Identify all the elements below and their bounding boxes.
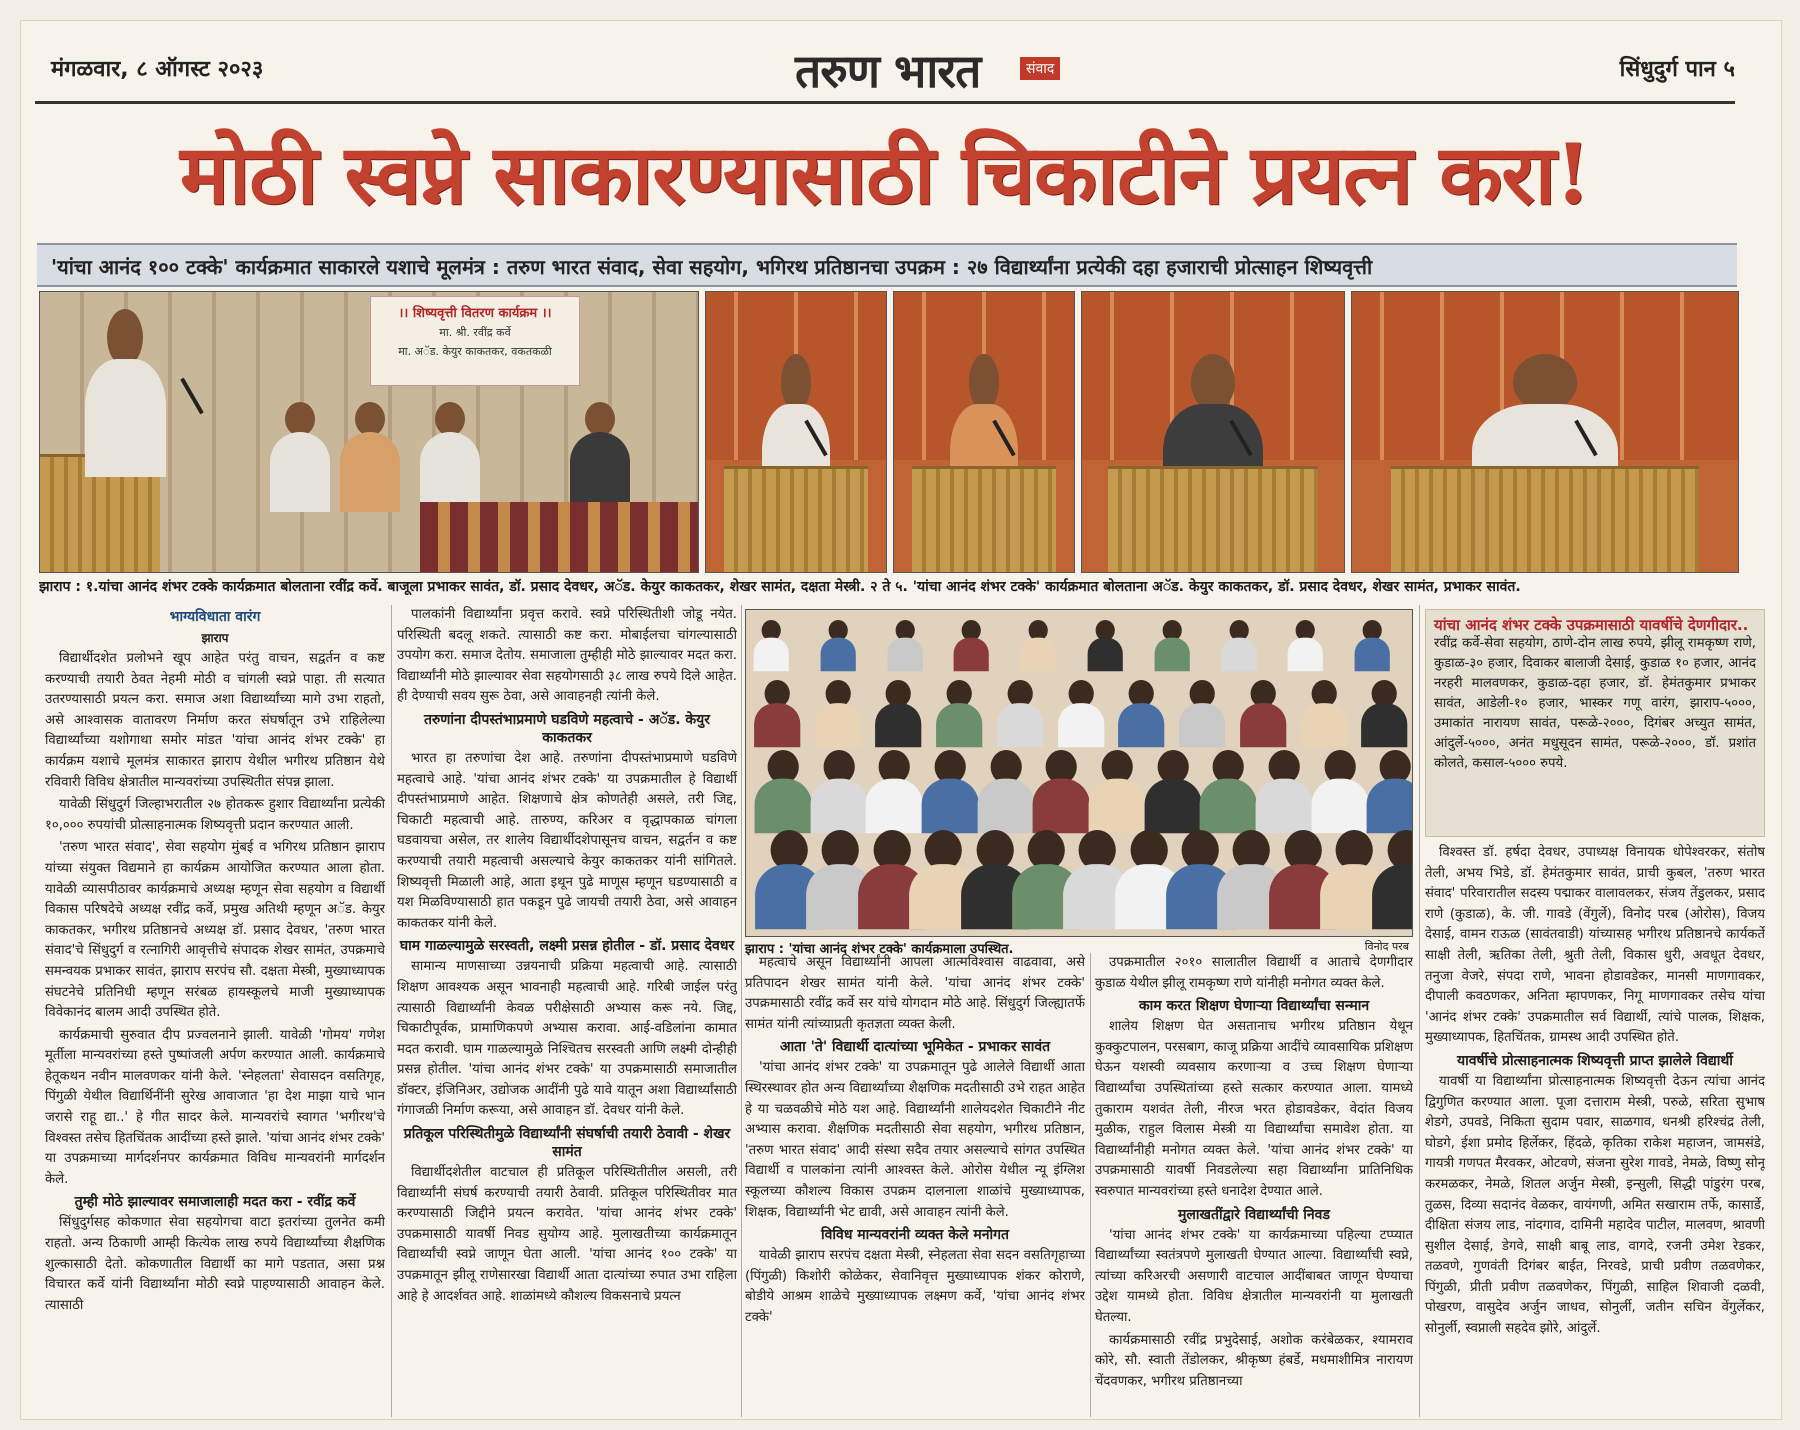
subheading: आता 'ते' विद्यार्थी दात्यांच्या भूमिकेत - प्रभाकर सावंत — [779, 1039, 1051, 1056]
audience-member — [1116, 680, 1166, 745]
photo-strip — [39, 291, 1739, 573]
banner-title: ।। शिष्यवृत्ती वितरण कार्यक्रम ।। — [398, 306, 552, 321]
subheading: तरुणांना दीपस्तंभाप्रमाणे घडविणे महत्वाचे - अॅड. केयुर काकतकर — [423, 711, 711, 746]
audience-member — [1220, 620, 1258, 670]
audience-member — [1369, 830, 1413, 926]
photo-speaker-3 — [893, 291, 1075, 573]
event-banner — [370, 296, 580, 386]
article-column-4 — [1095, 953, 1413, 1417]
audience-member — [1309, 750, 1371, 831]
audience-member — [863, 750, 925, 831]
column-rule — [1419, 605, 1420, 1417]
donors-box — [1425, 609, 1765, 837]
issue-date: मंगळवार, ८ ऑगस्ट २०२३ — [51, 57, 264, 82]
subheading: तुम्ही मोठे झाल्यावर समाजालाही मदत करा - रवींद्र कर्वे — [74, 1194, 356, 1211]
audience-member — [1142, 750, 1204, 831]
audience-member — [886, 620, 924, 670]
paragraph: कार्यक्रमाची सुरुवात दीप प्रज्वलनाने झाली. यावेळी 'गोमय' गणेश मूर्तीला मान्यवरांच्या हस्ते पुष्पांजली अर्पण करण्यात आली. कार्यक्रमाचे हेतूकथन नवीन मालवणकर यांनी केले. 'स्नेहलता' सेवासदन वसतिगृह, पिंगुळी येथील विद्यार्थिनींनी सुरेख आवाजात 'हा देश माझा याचे भान जरासे राहू द्या..' हे गीत सादर केले. मान्यवरांचे स्वागत 'भगीरथ'चे विश्वस्त तसेच हितचिंतक आदींच्या हस्ते झाले. 'यांचा आनंद शंभर टक्के' या उपक्रमाच्या मार्गदर्शनपर कार्यक्रमात विविध मान्यवरांनी मार्गदर्शन केले. — [45, 1027, 385, 1187]
audience-caption-text: झाराप : 'यांचा आनंद शंभर टक्के' कार्यक्रमाला उपस्थित. — [745, 942, 1014, 957]
audience-member — [1177, 680, 1227, 745]
audience-member — [919, 750, 981, 831]
article-column-3 — [745, 953, 1085, 1417]
audience-member — [1353, 620, 1391, 670]
photo-stage-wide — [39, 291, 699, 573]
audience-member — [1359, 680, 1409, 745]
paragraph: विश्वस्त डॉ. हर्षदा देवधर, उपाध्यक्ष विनायक धोपेश्वरकर, संतोष तेली, अभय भिडे, डॉ. हेमंतकुमार सावंत, प्राची कुबल, 'तरुण भारत संवाद' परिवारातील सदस्य पद्माकर वालावलकर, संजय तेंडुलकर, प्रसाद राणे (कुडाळ), के. जी. गावडे (वेंगुर्ले), विनोद परब (ओरोस), विजय देसाई, वामन राऊळ (सावंतवाडी) यांच्यासह भगीरथ प्रतिष्ठानचे कार्यकर्ते साक्षी तेली, ऋतिका तेली, श्रुती तेली, विकास धुरी, अवधूत देवधर, तनुजा वेजरे, संपदा राणे, भावना होडावडेकर, मानसी माणगावकर, दीपाली कवठणकर, अनिता म्हापणकर, निगू माणगावकर तसेच यांचा 'आनंद शंभर टक्के' उपक्रमातील सर्व विद्यार्थी, त्यांचे पालक, शिक्षक, मुख्याध्यापक, हितचिंतक, ग्रामस्थ आदी उपस्थित होते. — [1425, 845, 1765, 1046]
paragraph: पालकांनी विद्यार्थ्यांना प्रवृत्त करावे. स्वप्ने परिस्थितीशी जोडू नयेत. परिस्थिती बदलू शकते. त्यासाठी कष्ट करा. मोबाईलचा चांगल्यासाठी उपयोग करा. समाज देतोय. समाजाला तुम्हीही मोठे झाल्यावर मदत करा. विद्यार्थ्यांनी मोठे झाल्यावर सेवा सहयोगसाठी ३८ लाख रुपये दिले आहेत. ही देण्याची सवय सुरू ठेवा, असे आवाहनही त्यांनी केले. — [397, 607, 737, 705]
photo-speaker-4 — [1081, 291, 1345, 573]
newspaper-logo: तरुण भारत — [795, 44, 981, 98]
column-rule — [741, 605, 742, 1417]
audience-member — [1056, 680, 1106, 745]
subheading: काम करत शिक्षण घेणाऱ्या विद्यार्थ्यांचा सन्मान — [1138, 998, 1370, 1015]
photo-audience — [745, 609, 1413, 937]
audience-member — [995, 680, 1045, 745]
subheading: मुलाखतींद्वारे विद्यार्थ्यांची निवड — [1178, 1206, 1330, 1223]
main-headline: मोठी स्वप्ने साकारण्यासाठी चिकाटीने प्रयत्न करा! — [179, 127, 1590, 223]
paragraph: उपक्रमातील २०१० सालातील विद्यार्थी व आताचे देणगीदार कुडाळ येथील झीलू रामकृष्ण राणे यांनीही मनोगत व्यक्त केले. — [1095, 955, 1413, 991]
edition-page: सिंधुदुर्ग पान ५ — [1619, 57, 1735, 82]
newspaper-page — [20, 20, 1782, 1420]
audience-member — [1299, 680, 1349, 745]
byline: भाग्यविधाता वारंग — [169, 609, 261, 625]
subheading: घाम गाळल्यामुळे सरस्वती, लक्ष्मी प्रसन्न होतील - डॉ. प्रसाद देवधर — [399, 938, 735, 955]
paragraph: 'तरुण भारत संवाद', सेवा सहयोग मुंबई व भगिरथ प्रतिष्ठान झाराप यांच्या संयुक्त विद्यमाने हा कार्यक्रम आयोजित करण्यात आला होता. यावेळी व्यासपीठावर कार्यक्रमाचे अध्यक्ष म्हणून सेवा सहयोग व विद्यार्थी विकास परिषदेचे अध्यक्ष रवींद्र कर्वे, प्रमुख अतिथी म्हणून अॅड. केयुर काकतकर, भगीरथ प्रतिष्ठानचे अध्यक्ष डॉ. प्रसाद देवधर, 'तरुण भारत संवाद'चे सिंधुदुर्ग व रत्नागिरी आवृत्तीचे संपादक शेखर सामंत, उपक्रमाचे समन्वयक प्रभाकर सावंत, झाराप सरपंच सौ. दक्षता मेस्त्री, मुख्याध्यापक संघटनेचे प्रतिनिधी म्हणून सरंबळ हायस्कूलचे माजी मुख्याध्यापक विवेकानंद बालम आदी उपस्थित होते. — [45, 840, 385, 1021]
dateline: झाराप — [201, 631, 229, 645]
donors-box-title: यांचा आनंद शंभर टक्के उपक्रमासाठी यावर्षीचे देणगीदार.. — [1434, 616, 1749, 634]
banner-line-2: मा. अॅड. केयुर काकतकर, वकतकळी — [398, 345, 552, 358]
photo-speaker-5 — [1351, 291, 1739, 573]
paragraph: भारत हा तरुणांचा देश आहे. तरुणांना दीपस्तंभाप्रमाणे घडविणे महत्वाचे आहे. 'यांचा आनंद शंभर टक्के' या उपक्रमातील हे विद्यार्थी दीपस्तंभाप्रमाणे आहेत. शिक्षणाचे क्षेत्र कोणतेही असले, तरी जिद्द, चिकाटी महत्वाची आहे. तारुण्य, करिअर व वृद्धापकाळ चांगला घडवायचा असेल, तर शालेय विद्यार्थीदशेपासूनच वाचन, सद्वर्तन व कष्ट करण्याची तयारी महत्वाची असल्याचे केयुर काकतकर यांनी सांगितले. शिष्यवृत्ती मिळाली आहे, आता इथून पुढे माणूस म्हणून घडण्यासाठी व यश मिळविण्यासाठी हात पकडून पुढे जायची तयारी ठेवा, असे आवाहन काकतकर यांनी केले. — [397, 750, 737, 931]
photo-speaker-2 — [705, 291, 887, 573]
audience-member — [1364, 750, 1413, 831]
audience-member — [752, 750, 814, 831]
column-rule — [391, 605, 392, 1417]
audience-member — [873, 680, 923, 745]
banner-line-1: मा. श्री. रवींद्र कर्वे — [439, 326, 511, 339]
audience-member — [1030, 750, 1092, 831]
paragraph: विद्यार्थीदशेत प्रलोभने खूप आहेत परंतु वाचन, सद्वर्तन व कष्ट करण्याची तयारी ठेवत नेहमी मोठी व चांगली स्वप्ने पाहा. ती सत्यात उतरण्यासाठी प्रयत्न करा. समाज अशा विद्यार्थ्यांच्या मागे उभा राहतो, असे आश्वासक वातावरण निर्माण करत संघर्षातून उभे राहिलेल्या विद्यार्थ्यांच्या यशोगाथा समोर मांडत 'यांचा आनंद शंभर टक्के' हा कार्यक्रम यशाचे मूलमंत्र साकारत झाराप येथील भगीरथ प्रतिष्ठान येथे रविवारी विविध क्षेत्रातील मान्यवरांच्या उपस्थितीत संपन्न झाला. — [45, 651, 385, 790]
paragraph: सामान्य माणसाच्या उन्नयनाची प्रक्रिया महत्वाची आहे. त्यासाठी शिक्षण आवश्यक असून भावनाही महत्वाची आहे. गरिबी जाईल परंतु त्यासाठी विद्यार्थ्यांनी केवळ परीक्षेसाठी अभ्यास करू नये. जिद्द, चिकाटीपूर्वक, प्रामाणिकपणे अभ्यास करावा. आई-वडिलांना कामात मदत करावी. घाम गाळल्यामुळे निश्चितच सरस्वती आणि लक्ष्मी दोन्हीही प्रसन्न होतील. 'यांचा आनंद शंभर टक्के' या उपक्रमासाठी समाजातील डॉक्टर, इंजिनिअर, उद्योजक आदींनी पुढे यावे यातून अशा विद्यार्थ्यांसाठी गंगाजळी निर्माण करूया, असे आवाहन डॉ. देवधर यांनी केले. — [397, 959, 737, 1119]
audience-member — [1153, 620, 1191, 670]
subheading: विविध मान्यवरांनी व्यक्त केले मनोगत — [821, 1227, 1009, 1244]
article-column-1 — [45, 605, 385, 1417]
article-column-2 — [397, 605, 737, 1417]
audience-member — [1286, 620, 1324, 670]
audience-member — [1019, 620, 1057, 670]
masthead — [35, 39, 1735, 101]
paragraph: महत्वाचे असून विद्यार्थ्यांनी आपला आत्मविश्वास वाढवावा, असे प्रतिपादन शेखर सामंत यांनी केले. 'यांचा आनंद शंभर टक्के' उपक्रमासाठी रवींद्र कर्वे सर यांचे योगदान मोठे आहे. सिंधुदुर्ग जिल्ह्यातर्फे सामंत यांनी त्यांच्याप्रती कृतज्ञता व्यक्त केली. — [745, 955, 1085, 1032]
audience-member — [808, 750, 870, 831]
column-rule — [1090, 953, 1091, 1417]
paragraph: 'यांचा आनंद शंभर टक्के' या कार्यक्रमाच्या पहिल्या टप्प्यात विद्यार्थ्यांच्या स्वतंत्रपणे मुलाखती घेण्यात आल्या. विद्यार्थ्यांची स्वप्ने, त्यांच्या करिअरची असणारी वाटचाल आदींबाबत जाणून घेण्याचा उद्देश यामध्ये होता. विविध क्षेत्रातील मान्यवरांनी या मुलाखती घेतल्या. — [1095, 1227, 1413, 1325]
paragraph: यावेळी सिंधुदुर्ग जिल्हाभरातील २७ होतकरू हुशार विद्यार्थ्यांना प्रत्येकी १०,००० रुपयांची प्रोत्साहनात्मक शिष्यवृत्ती प्रदान करण्यात आली. — [45, 797, 385, 833]
paragraph: 'यांचा आनंद शंभर टक्के' या उपक्रमातून पुढे आलेले विद्यार्थी आता स्थिरस्थावर होत अन्य विद्यार्थ्यांच्या शैक्षणिक मदतीसाठी उभे राहत आहेत हे या चळवळीचे मोठे यश आहे. विद्यार्थ्यांनी शालेयदशेत चिकाटीने नीट अभ्यास करावा. शैक्षणिक मदतीसाठी सेवा सहयोग, भगीरथ प्रतिष्ठान, 'तरुण भारत संवाद' आदी संस्था सदैव तयार असल्याचे सांगत उपस्थित विद्यार्थी व पालकांना त्यांनी आश्वस्त केले. ओरोस येथील न्यू इंग्लिश स्कूलच्या कौशल्य विकास उपक्रम दालनाला शाळांचे मुख्याध्यापक, शिक्षक, विद्यार्थ्यांनी भेट द्यावी, असे आवाहन त्यांनी केले. — [745, 1060, 1085, 1220]
photo-strip-caption: झाराप : १.यांचा आनंद शंभर टक्के कार्यक्रमात बोलताना रवींद्र कर्वे. बाजूला प्रभाकर सावंत, डॉ. प्रसाद देवधर, अॅड. केयुर काकतकर, शेखर सामंत, दक्षता मेस्त्री. २ ते ५. 'यांचा आनंद शंभर टक्के' कार्यक्रमात बोलताना अॅड. केयुर काकतकर, डॉ. प्रसाद देवधर, शेखर सामंत, प्रभाकर सावंत. — [39, 579, 1521, 595]
paragraph: कार्यक्रमासाठी रवींद्र प्रभुदेसाई, अशोक करंबेळकर, श्यामराव कोरे, सौ. स्वाती तेंडोलकर, श्रीकृष्ण हंबर्डे, मधमाशीमित्र नारायण चेंदवणकर, भगीरथ प्रतिष्ठानच्या — [1095, 1332, 1413, 1389]
audience-member — [1086, 750, 1148, 831]
logo-badge: संवाद — [1020, 57, 1060, 80]
audience-member — [752, 620, 790, 670]
audience-member — [752, 680, 802, 745]
audience-member — [975, 750, 1037, 831]
audience-member — [952, 620, 990, 670]
sub-headline: 'यांचा आनंद १०० टक्के' कार्यक्रमात साकारले यशाचे मूलमंत्र : तरुण भारत संवाद, सेवा सहयोग, भगिरथ प्रतिष्ठानचा उपक्रम : २७ विद्यार्थ्यांना प्रत्येकी दहा हजाराची प्रोत्साहन शिष्यवृत्ती — [37, 243, 1737, 287]
audience-member — [934, 680, 984, 745]
audience-member — [1086, 620, 1124, 670]
paragraph: यावर्षी या विद्यार्थ्यांना प्रोत्साहनात्मक शिष्यवृत्ती देऊन त्यांचा आनंद द्विगुणित करण्यात आला. पूजा दत्ताराम मेस्त्री, परुळे, सरिता सुभाष शेडगे, उपवडे, निकिता सुदाम पवार, साळगाव, धनश्री हरिश्चंद्र तेली, घोडगे, ईशा प्रमोद हिर्लेकर, हिंदळे, कृतिका राकेश महाजन, जामसंडे, गायत्री गणपत मैरवकर, ओटवणे, संजना सुरेश गावडे, नेमळे, विष्णु सोनू करमळकर, नेमळे, शितल अर्जुन मेस्त्री, इन्सुली, सिद्धी पांडुरंग परब, तुळस, दिव्या सदानंद वेळकर, वायंगणी, अमित सखाराम तर्फे, कासार्डे, दीक्षिता संजय लाड, नांदगाव, दामिनी महादेव पाटील, मालवण, श्रावणी सुशील देसाई, डेगवे, साक्षी बाबू लाड, वागदे, रजनी उमेश रेडकर, तळवणे, गुणवंती दिगंबर बाईत, निरवडे, प्राची प्रवीण तळवणेकर, पिंगुळी, प्रीती प्रवीण तळवणेकर, पिंगुळी, साहिल शिवाजी दळवी, पोखरण, वासुदेव अर्जुन जाधव, सोनुर्ली, जतीन सचिन वेंगुर्लेकर, सोनुर्ली, स्वप्नाली सहदेव झोरे, आंदुर्ले. — [1425, 1073, 1765, 1337]
subheading: यावर्षीचे प्रोत्साहनात्मक शिष्यवृत्ती प्राप्त झालेले विद्यार्थी — [1457, 1052, 1733, 1069]
audience-member — [813, 680, 863, 745]
subheading: प्रतिकूल परिस्थितीमुळे विद्यार्थ्यांनी संघर्षाची तयारी ठेवावी - शेखर सामंत — [403, 1126, 731, 1161]
masthead-rule — [35, 101, 1735, 104]
audience-member — [1238, 680, 1288, 745]
photo-credit: विनोद परब — [1364, 940, 1409, 953]
audience-member — [819, 620, 857, 670]
audience-member — [1197, 750, 1259, 831]
donors-box-body: रवींद्र कर्वे-सेवा सहयोग, ठाणे-दोन लाख रुपये, झीलू रामकृष्ण राणे, कुडाळ-३० हजार, दिवाकर बालाजी देसाई, कुडाळ १० हजार, आनंद नरहरी मालवणकर, कुडाळ-दहा हजार, डॉ. हेमंतकुमार प्रभाकर सावंत, आडेली-१० हजार, भास्कर गणू वारंग, झाराप-५०००, उमाकांत नारायण सावंत, परूळे-२०००, दिगंबर अच्युत सामंत, आंदुर्ले-५०००, अनंत मधुसूदन सामंत, परूळे-२०००, डॉ. प्रशांत कोलते, कसाल-५००० रुपये. — [1434, 636, 1756, 771]
paragraph: सिंधुदुर्गसह कोकणात सेवा सहयोगचा वाटा इतरांच्या तुलनेत कमी राहतो. अन्य ठिकाणी आम्ही कित्येक लाख रुपये विद्यार्थ्यांच्या शैक्षणिक शुल्कासाठी देतो. कोकणातील विद्यार्थी का मागे पडतात, असा प्रश्न विचारत कर्वे यांनी विद्यार्थ्यांना मोठी स्वप्ने पाहण्यासाठी आवाहन केले. त्यासाठी — [45, 1215, 385, 1313]
paragraph: शालेय शिक्षण घेत असतानाच भगीरथ प्रतिष्ठान येथून कुक्कुटपालन, परसबाग, काजू प्रक्रिया आदींचे व्यावसायिक प्रशिक्षण घेऊन यशस्वी व्यवसाय करणाऱ्या व उच्च शिक्षण घेणाऱ्या विद्यार्थ्यांचा उपस्थितांच्या हस्ते सत्कार करण्यात आला. यामध्ये तुकाराम यशवंत तेली, नीरज भरत होडावडेकर, वेदांत विजय मुळीक, राहुल विलास मेस्त्री या विद्यार्थ्यांचा समावेश होता. या विद्यार्थ्यांनीही मनोगत व्यक्त केले. 'यांचा आनंद शंभर टक्के' या उपक्रमासाठी यावर्षी निवडलेल्या सहा विद्यार्थ्यांना प्रातिनिधिक स्वरुपात मान्यवरांच्या हस्ते धनादेश देण्यात आले. — [1095, 1019, 1413, 1199]
paragraph: यावेळी झाराप सरपंच दक्षता मेस्त्री, स्नेहलता सेवा सदन वसतिगृहाच्या (पिंगुळी) किशोरी कोळेकर, सेवानिवृत्त मुख्याध्यापक शंकर कोराणे, बोडीये आश्रम शाळेचे मुख्याध्यापक लक्ष्मण कर्वे, 'यांचा आनंद शंभर टक्के' — [745, 1248, 1085, 1325]
audience-member — [1253, 750, 1315, 831]
article-column-5 — [1425, 843, 1765, 1417]
paragraph: विद्यार्थीदशेतील वाटचाल ही प्रतिकूल परिस्थितीतील असली, तरी विद्यार्थ्यांनी संघर्ष करण्याची तयारी ठेवावी. प्रतिकूल परिस्थितीवर मात करण्यासाठी जिद्दीने प्रयत्न करावेत. 'यांचा आनंद शंभर टक्के' उपक्रमासाठी यावर्षी निवड सुयोग्य आहे. मुलाखतीच्या कार्यक्रमातून विद्यार्थ्यांची स्वप्ने जाणून घेता आली. 'यांचा आनंद १०० टक्के' या उपक्रमातून झीलू राणेसारखा विद्यार्थी आता दात्यांच्या रुपात उभा राहिला आहे हे आदर्शवत आहे. शाळांमध्ये कौशल्य विकसनाचे प्रयत्न — [397, 1165, 737, 1304]
